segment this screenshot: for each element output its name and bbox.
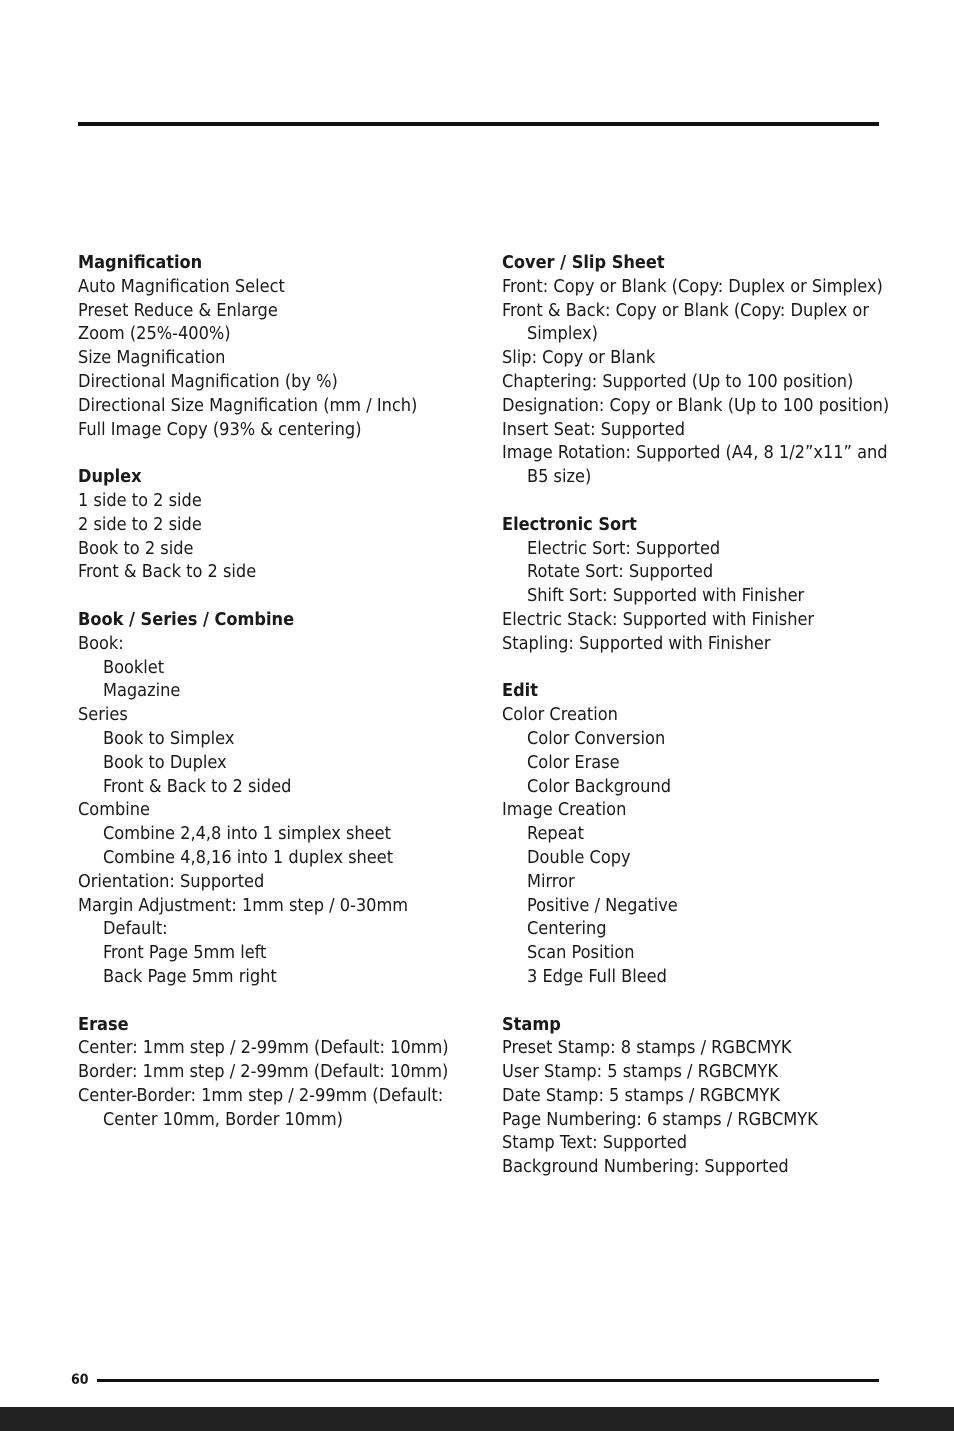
spec-line: Chaptering: Supported (Up to 100 position) bbox=[502, 370, 854, 392]
spec-line: Shift Sort: Supported with Finisher bbox=[527, 585, 805, 607]
spec-line: Preset Reduce & Enlarge bbox=[78, 299, 278, 321]
spec-line: Full Image Copy (93% & centering) bbox=[78, 418, 362, 440]
section-magnification bbox=[78, 251, 478, 441]
spec-line: Book to Simplex bbox=[103, 727, 235, 749]
section-stamp bbox=[502, 1013, 902, 1180]
spec-line: Orientation: Supported bbox=[78, 870, 265, 892]
spec-line: Color Erase bbox=[527, 751, 620, 773]
spec-line: Color Creation bbox=[502, 704, 618, 726]
spec-line: Front: Copy or Blank (Copy: Duplex or Simplex) bbox=[502, 275, 883, 297]
spec-line: Front & Back: Copy or Blank (Copy: Duplex or Simplex) bbox=[502, 299, 869, 345]
spec-line: Directional Size Magnification (mm / Inch) bbox=[78, 394, 418, 416]
spec-line: Border: 1mm step / 2-99mm (Default: 10mm) bbox=[78, 1061, 449, 1083]
spec-line: Double Copy bbox=[527, 846, 631, 868]
spec-line: Electric Sort: Supported bbox=[527, 537, 721, 559]
left-column bbox=[78, 251, 478, 1155]
section-heading: Book / Series / Combine bbox=[78, 608, 295, 630]
spec-line: Date Stamp: 5 stamps / RGBCMYK bbox=[502, 1084, 780, 1106]
right-column bbox=[502, 251, 902, 1203]
spec-line: Slip: Copy or Blank bbox=[502, 347, 656, 369]
spec-line: 1 side to 2 side bbox=[78, 489, 202, 511]
page-number: 60 bbox=[71, 1372, 89, 1388]
section-duplex bbox=[78, 465, 478, 584]
section-heading: Cover / Slip Sheet bbox=[502, 252, 665, 273]
spec-line: Insert Seat: Supported bbox=[502, 418, 685, 440]
spec-line: Front & Back to 2 sided bbox=[103, 775, 292, 797]
section-edit bbox=[502, 679, 902, 988]
section-erase bbox=[78, 1013, 478, 1132]
spec-line: Back Page 5mm right bbox=[103, 965, 277, 987]
section-electronic-sort bbox=[502, 513, 902, 656]
spec-line: Positive / Negative bbox=[527, 894, 678, 916]
spec-line: Auto Magnification Select bbox=[78, 275, 285, 297]
spec-line: Default: bbox=[103, 918, 168, 940]
spec-line: Book to Duplex bbox=[103, 751, 227, 773]
spec-line: Magazine bbox=[103, 680, 181, 702]
spec-line: Size Magnification bbox=[78, 347, 226, 369]
section-heading: Stamp bbox=[502, 1013, 561, 1035]
spec-line: Page Numbering: 6 stamps / RGBCMYK bbox=[502, 1108, 818, 1130]
spec-line: Combine 2,4,8 into 1 simplex sheet bbox=[103, 823, 391, 845]
top-rule bbox=[78, 122, 879, 126]
spec-line: Front Page 5mm left bbox=[103, 942, 267, 964]
spec-line: Combine 4,8,16 into 1 duplex sheet bbox=[103, 846, 394, 868]
spec-line: Background Numbering: Supported bbox=[502, 1156, 789, 1178]
spec-line: Zoom (25%-400%) bbox=[78, 323, 231, 345]
spec-line: Directional Magnification (by %) bbox=[78, 370, 338, 392]
spec-line: Electric Stack: Supported with Finisher bbox=[502, 608, 815, 630]
spec-line: Series bbox=[78, 704, 128, 726]
spec-line: Margin Adjustment: 1mm step / 0-30mm bbox=[78, 894, 409, 916]
section-heading: Duplex bbox=[78, 466, 142, 488]
section-book-series-combine bbox=[78, 608, 478, 989]
spec-line: Image Creation bbox=[502, 799, 627, 821]
spec-line: Front & Back to 2 side bbox=[78, 561, 257, 583]
section-heading: Edit bbox=[502, 680, 538, 702]
spec-line: Mirror bbox=[527, 870, 575, 892]
spec-line: Color Conversion bbox=[527, 727, 666, 749]
spec-line: Designation: Copy or Blank (Up to 100 position) bbox=[502, 394, 890, 416]
spec-line: 2 side to 2 side bbox=[78, 513, 202, 535]
spec-line: Color Background bbox=[527, 775, 671, 797]
spec-line: User Stamp: 5 stamps / RGBCMYK bbox=[502, 1061, 779, 1083]
spec-line: Combine bbox=[78, 799, 151, 821]
spec-line: Repeat bbox=[527, 823, 584, 845]
spec-line: Centering bbox=[527, 918, 607, 940]
spec-line: Book to 2 side bbox=[78, 537, 194, 559]
spec-line: Scan Position bbox=[527, 942, 635, 964]
footer-band bbox=[0, 1407, 954, 1431]
spec-line: Center-Border: 1mm step / 2-99mm (Default: Center 10mm, Border 10mm) bbox=[78, 1084, 444, 1130]
section-heading: Electronic Sort bbox=[502, 513, 637, 535]
section-heading: Magnification bbox=[78, 252, 203, 273]
spec-line: Center: 1mm step / 2-99mm (Default: 10mm) bbox=[78, 1037, 449, 1059]
section-cover-slip-sheet bbox=[502, 251, 902, 489]
spec-line: Preset Stamp: 8 stamps / RGBCMYK bbox=[502, 1037, 792, 1059]
spec-line: Image Rotation: Supported (A4, 8 1/2”x11” and B5 size) bbox=[502, 442, 888, 488]
spec-line: Book: bbox=[78, 632, 124, 654]
spec-line: Stapling: Supported with Finisher bbox=[502, 632, 771, 654]
section-heading: Erase bbox=[78, 1013, 129, 1035]
bottom-rule bbox=[97, 1379, 879, 1382]
spec-line: Rotate Sort: Supported bbox=[527, 561, 714, 583]
spec-line: Booklet bbox=[103, 656, 165, 678]
spec-line: 3 Edge Full Bleed bbox=[527, 965, 667, 987]
spec-line: Stamp Text: Supported bbox=[502, 1132, 688, 1154]
